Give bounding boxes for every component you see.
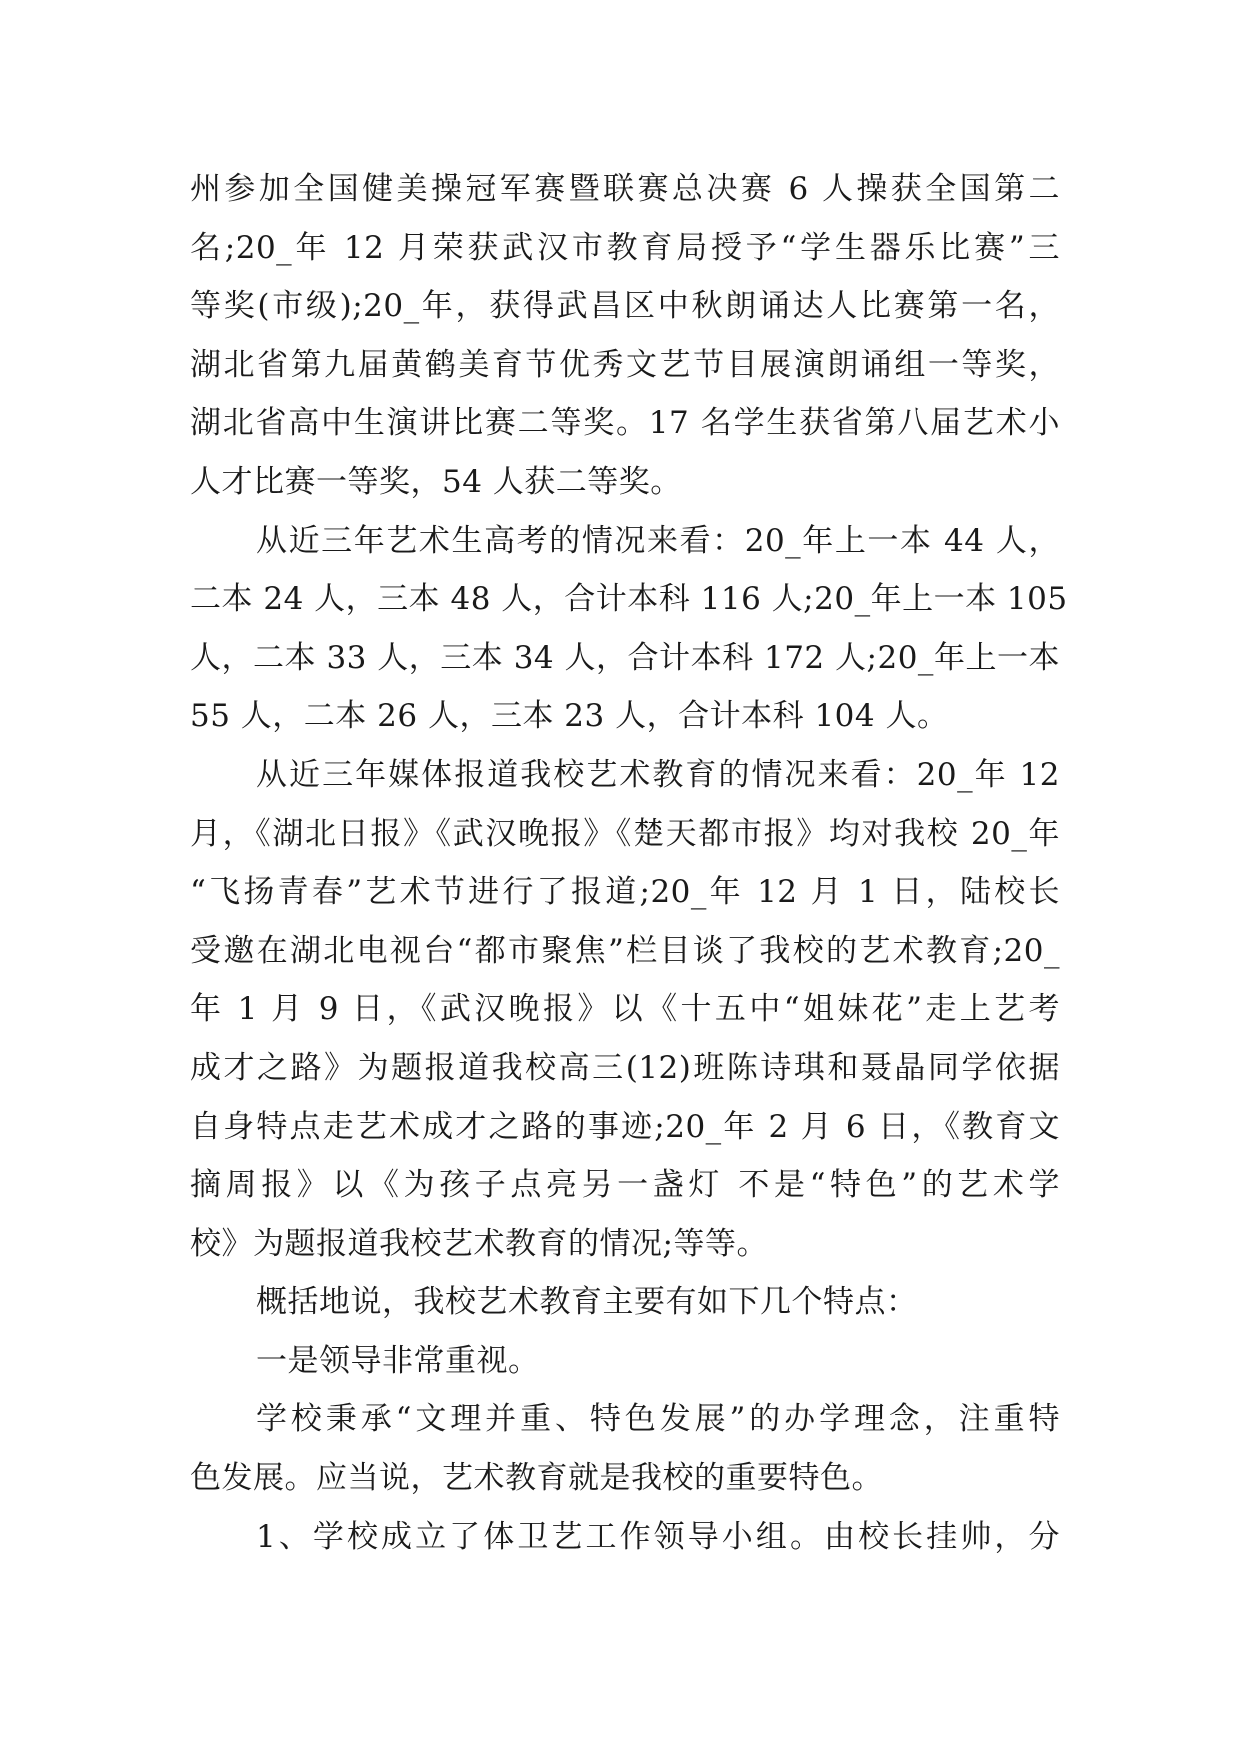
text-line: 人才比赛一等奖，54 人获二等奖。 <box>190 463 682 500</box>
text-line: 成才之路》为题报道我校高三(12)班陈诗琪和聂晶同学依据 <box>190 1049 1060 1086</box>
text-line: 自身特点走艺术成才之路的事迹;20_年 2 月 6 日，《教育文 <box>190 1108 1060 1145</box>
text-line: 受邀在湖北电视台“都市聚焦”栏目谈了我校的艺术教育;20_ <box>190 932 1060 969</box>
text-line: 1、学校成立了体卫艺工作领导小组。由校长挂帅，分 <box>256 1518 1060 1555</box>
text-line: 学校秉承“文理并重、特色发展”的办学理念，注重特 <box>256 1401 1060 1438</box>
text-line: 55 人，二本 26 人，三本 23 人，合计本科 104 人。 <box>190 698 949 735</box>
text-line: 一是领导非常重视。 <box>256 1342 540 1379</box>
text-line: 色发展。应当说，艺术教育就是我校的重要特色。 <box>190 1460 883 1497</box>
text-line: 名;20_年 12 月荣获武汉市教育局授予“学生器乐比赛”三 <box>190 229 1060 266</box>
text-line: 等奖(市级);20_年，获得武昌区中秋朗诵达人比赛第一名， <box>190 288 1060 325</box>
text-line: 概括地说，我校艺术教育主要有如下几个特点： <box>256 1284 918 1321</box>
text-line: “飞扬青春”艺术节进行了报道;20_年 12 月 1 日，陆校长 <box>190 874 1060 911</box>
text-line: 人，二本 33 人，三本 34 人，合计本科 172 人;20_年上一本 <box>190 639 1060 676</box>
text-line: 摘周报》以《为孩子点亮另一盏灯 不是“特色”的艺术学 <box>190 1167 1060 1204</box>
text-line: 湖北省第九届黄鹤美育节优秀文艺节目展演朗诵组一等奖， <box>190 346 1060 383</box>
text-line: 校》为题报道我校艺术教育的情况;等等。 <box>190 1225 768 1262</box>
text-line: 湖北省高中生演讲比赛二等奖。17 名学生获省第八届艺术小 <box>190 405 1060 442</box>
document-body <box>190 160 1068 1566</box>
text-line: 月，《湖北日报》《武汉晚报》《楚天都市报》均对我校 20_年 <box>190 815 1060 852</box>
text-line: 州参加全国健美操冠军赛暨联赛总决赛 6 人操获全国第二 <box>190 171 1060 207</box>
text-line: 二本 24 人，三本 48 人，合计本科 116 人;20_年上一本 105 <box>190 581 1068 618</box>
text-line: 年 1 月 9 日，《武汉晚报》以《十五中“姐妹花”走上艺考 <box>190 991 1060 1028</box>
text-line: 从近三年媒体报道我校艺术教育的情况来看：20_年 12 <box>256 756 1060 793</box>
text-line: 从近三年艺术生高考的情况来看：20_年上一本 44 人， <box>256 522 1060 559</box>
